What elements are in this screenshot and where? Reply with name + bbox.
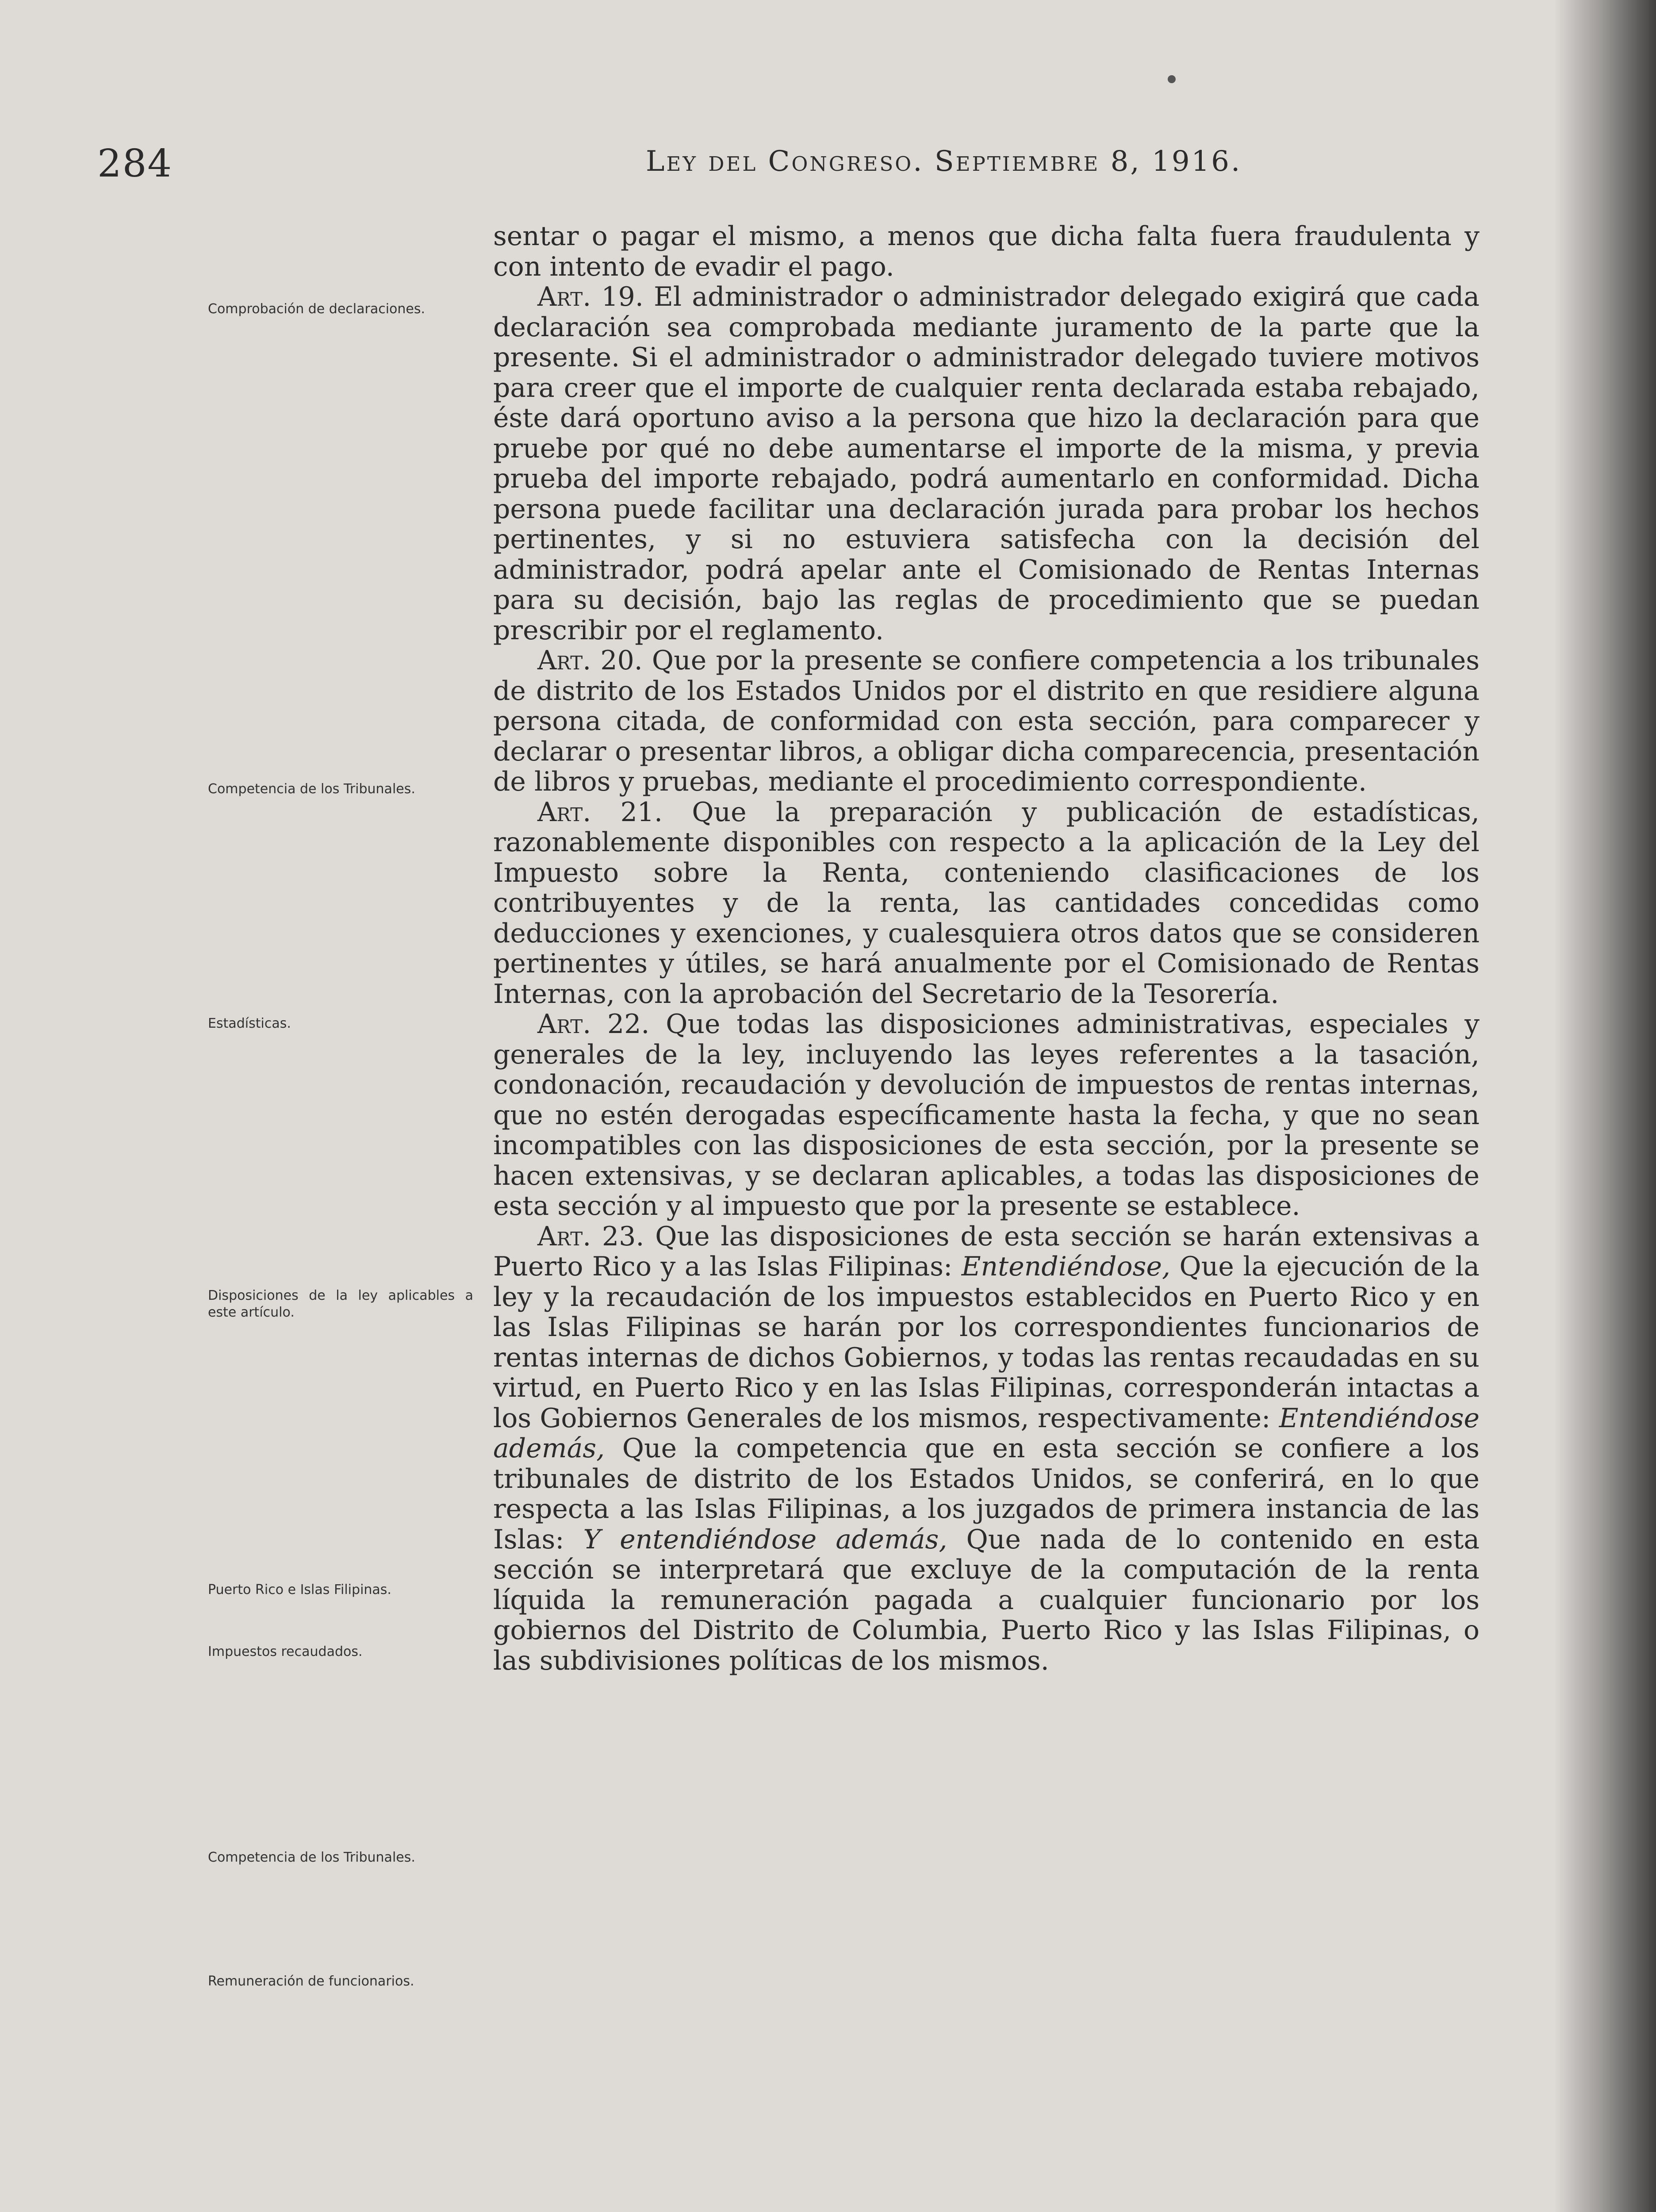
margin-note: Puerto Rico e Islas Filipinas. <box>208 1582 391 1598</box>
body-text <box>493 221 1480 1676</box>
article-text: Que la preparación y publicación de estadísticas, razonablemente disponibles con respecto a la aplicación de la Ley del Impuesto sobre la Renta, conteniendo clasificaciones de los contribuyentes y de la renta, las cantidades concedidas como deducciones y exenciones, y cualesquiera otros datos que se consideren pertinentes y útiles, se hará anualmente por el Comisionado de Rentas Internas, con la aprobación del Secretario de la Tesorería. <box>493 796 1480 1010</box>
margin-note: Estadísticas. <box>208 1016 291 1031</box>
article-text: Que por la presente se confiere competencia a los tribunales de distrito de los Estados Unidos por el distrito en que residiere alguna persona citada, de conformidad con esta sección, para comparecer y declarar o presentar libros, a obligar dicha comparecencia, presentación de libros y pruebas, mediante el procedimiento correspondiente. <box>493 645 1480 797</box>
article-20 <box>493 645 1480 797</box>
page-number: 284 <box>97 142 173 186</box>
article-text: Que nada de lo contenido en esta sección se interpretará que excluye de la computación de la renta líquida la remuneración pagada a cualquier funcionario por los gobiernos del Distrito de Columbia, Puerto Rico y las Islas Filipinas, o las subdivisiones políticas de los mismos. <box>493 1524 1480 1676</box>
article-23 <box>493 1221 1480 1676</box>
article-text: Que la competencia que en esta sección se confiere a los tribunales de distrito de los Estados Unidos, se conferirá, en lo que respecta a las Islas Filipinas, a los juzgados de primera instancia de las Islas: <box>493 1433 1480 1555</box>
italic-proviso: Entendiéndose además, <box>493 1402 1480 1464</box>
margin-note: Impuestos recaudados. <box>208 1644 363 1659</box>
binding-shadow <box>1554 0 1656 2212</box>
margin-note: Disposiciones de la ley aplicables a este artículo. <box>208 1288 473 1320</box>
article-text: Que la ejecución de la ley y la recaudación de los impuestos establecidos en Puerto Rico y en las Islas Filipinas se harán por los correspondientes funcionarios de rentas internas de dichos Gobiernos, y todas las rentas recaudadas en su virtud, en Puerto Rico y en las Islas Filipinas, corresponderán intactas a los Gobiernos Generales de los mismos, respectivamente: <box>493 1251 1480 1434</box>
article-label: Art. 21. <box>537 796 663 828</box>
article-label: Art. 22. <box>537 1009 650 1040</box>
ink-speck <box>1168 75 1176 83</box>
article-text: Que las disposiciones de esta sección se harán extensivas a Puerto Rico y a las Islas Filipinas: <box>493 1221 1480 1282</box>
italic-proviso: Entendiéndose, <box>961 1251 1171 1282</box>
article-label: Art. 23. <box>537 1221 644 1252</box>
article-text: Que todas las disposiciones administrativas, especiales y generales de la ley, incluyendo las leyes referentes a la tasación, condonación, recaudación y devolución de impuestos de rentas internas, que no estén derogadas específicamente hasta la fecha, y que no sean incompatibles con las disposiciones de esta sección, por la presente se hacen extensivas, y se declaran aplicables, a todas las disposiciones de esta sección y al impuesto que por la presente se establece. <box>493 1009 1480 1221</box>
margin-note: Competencia de los Tribunales. <box>208 1850 415 1865</box>
margin-note: Comprobación de declaraciones. <box>208 301 426 317</box>
page-header <box>97 142 1499 195</box>
continuation-paragraph: sentar o pagar el mismo, a menos que dicha falta fuera fraudulenta y con intento de evadir el pago. <box>493 221 1480 282</box>
margin-note: Competencia de los Tribunales. <box>208 781 415 797</box>
article-label: Art. 19. <box>537 281 644 312</box>
article-19 <box>493 282 1480 645</box>
article-21 <box>493 797 1480 1010</box>
running-title: Ley del Congreso. Septiembre 8, 1916. <box>646 145 1242 178</box>
article-22 <box>493 1009 1480 1221</box>
italic-proviso: Y entendiéndose además, <box>583 1524 947 1555</box>
margin-note: Remuneración de funcionarios. <box>208 1974 414 1989</box>
article-text: El administrador o administrador delegado exigirá que cada declaración sea comprobada mediante juramento de la parte que la presente. Si el administrador o administrador delegado tuviere motivos para creer que el importe de cualquier renta declarada estaba rebajado, éste dará oportuno aviso a la persona que hizo la declaración para que pruebe por qué no debe aumentarse el importe de la misma, y previa prueba del importe rebajado, podrá aumentarlo en conformidad. Dicha persona puede facilitar una declaración jurada para probar los hechos pertinentes, y si no estuviera satisfecha con la decisión del administrador, podrá apelar ante el Comisionado de Rentas Internas para su decisión, bajo las reglas de procedimiento que se puedan prescribir por el reglamento. <box>493 281 1480 646</box>
article-label: Art. 20. <box>537 645 643 676</box>
